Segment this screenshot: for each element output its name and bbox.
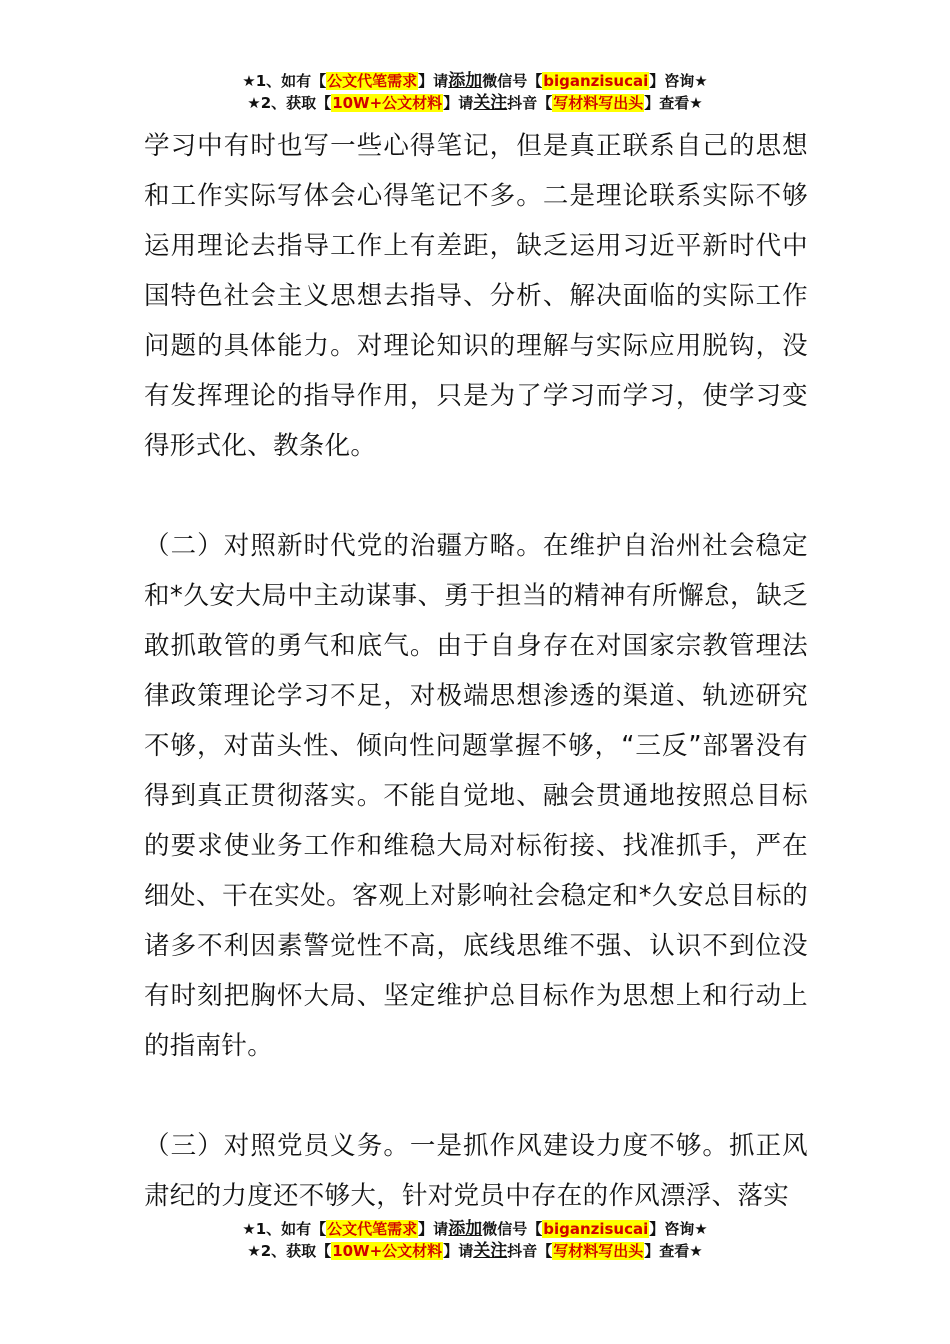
paragraph-gap: [144, 1071, 808, 1121]
promo-highlight-wechat-id: biganzisucai: [543, 72, 649, 90]
promo-line-2: ★2、获取【10W+公文材料】请关注抖音【写材料写出头】查看★: [247, 93, 703, 113]
promo-line-2: ★2、获取【10W+公文材料】请关注抖音【写材料写出头】查看★: [247, 1241, 703, 1261]
promo-highlight-service: 公文代笔需求: [327, 72, 418, 90]
promo-line-1: ★1、如有【公文代笔需求】请添加微信号【biganzisucai】咨询★: [242, 71, 708, 91]
promo-highlight-materials: 10W+公文材料: [332, 94, 443, 112]
paragraph-3: （三）对照党员义务。一是抓作风建设力度不够。抓正风肃纪的力度还不够大，针对党员中存在的作风漂浮、落实: [144, 1131, 808, 1211]
promo-highlight-douyin: 写材料写出头: [553, 1242, 644, 1260]
promo-highlight-service: 公文代笔需求: [327, 1220, 418, 1238]
promo-highlight-materials: 10W+公文材料: [332, 1242, 443, 1260]
promo-line-1: ★1、如有【公文代笔需求】请添加微信号【biganzisucai】咨询★: [242, 1219, 708, 1239]
paragraph-2: （二）对照新时代党的治疆方略。在维护自治州社会稳定和*久安大局中主动谋事、勇于担当的精神有所懈怠，缺乏敢抓敢管的勇气和底气。由于自身存在对国家宗教管理法律政策理论学习不足，对极端思想渗透的渠道、轨迹研究不够，对苗头性、倾向性问题掌握不够，“三反”部署没有得到真正贯彻落实。不能自觉地、融会贯通地按照总目标的要求使业务工作和维稳大局对标衔接、找准抓手，严在细处、干在实处。客观上对影响社会稳定和*久安总目标的诸多不利因素警觉性不高，底线思维不强、认识不到位没有时刻把胸怀大局、坚定维护总目标作为思想上和行动上的指南针。: [144, 531, 808, 1061]
top-promo-banner: [0, 70, 950, 114]
bottom-promo-banner: [0, 1218, 950, 1262]
promo-highlight-wechat-id: biganzisucai: [543, 1220, 649, 1238]
promo-highlight-douyin: 写材料写出头: [553, 94, 644, 112]
paragraph-1: 学习中有时也写一些心得笔记，但是真正联系自己的思想和工作实际写体会心得笔记不多。二是理论联系实际不够运用理论去指导工作上有差距，缺乏运用习近平新时代中国特色社会主义思想去指导、分析、解决面临的实际工作问题的具体能力。对理论知识的理解与实际应用脱钩，没有发挥理论的指导作用，只是为了学习而学习，使学习变得形式化、教条化。: [144, 131, 808, 461]
paragraph-gap: [144, 471, 808, 521]
document-body: [144, 121, 808, 1221]
